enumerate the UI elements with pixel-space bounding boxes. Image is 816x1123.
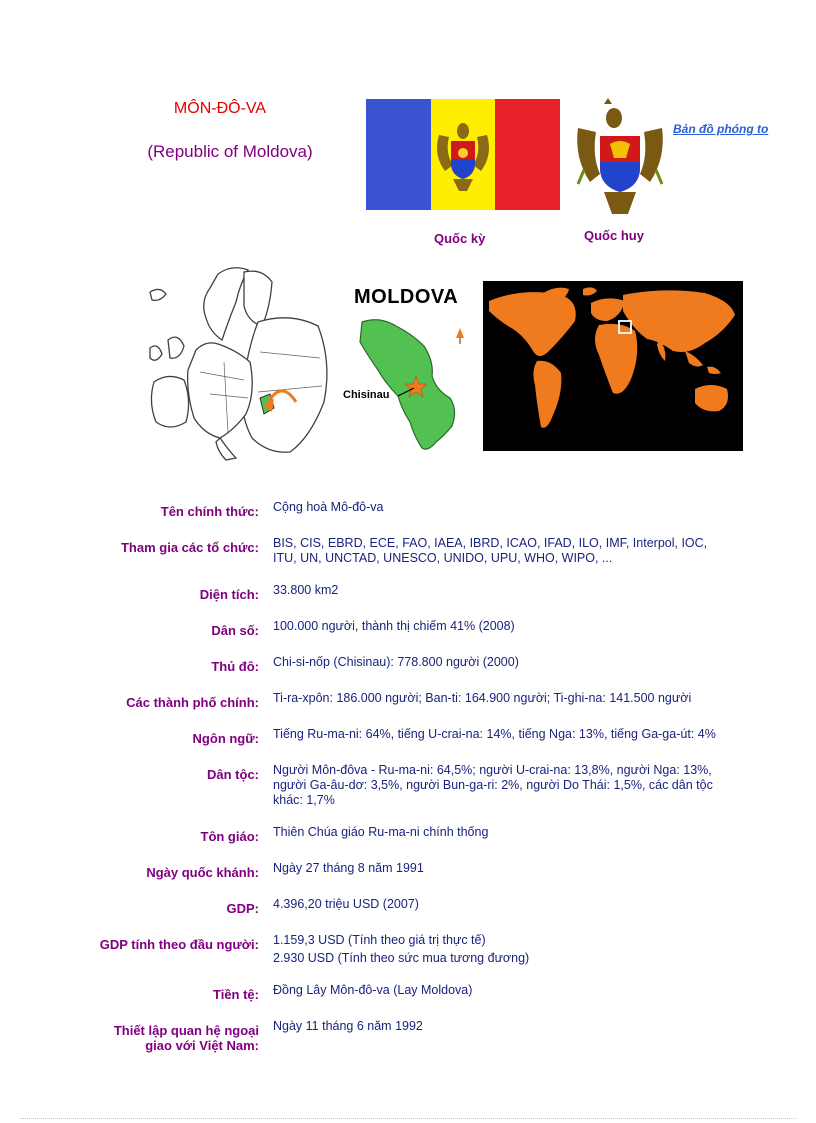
info-row [40,763,780,808]
info-value [273,861,780,876]
info-value [273,655,780,670]
info-value [273,897,780,912]
moldova-map [340,312,470,457]
info-label: Thủ đô: [211,659,259,674]
info-row [40,897,780,916]
info-value [273,691,780,706]
info-label: Tham gia các tổ chức: [120,540,259,555]
info-value [273,536,780,566]
info-value [273,825,780,840]
info-value [273,933,780,966]
info-label: Diện tích: [199,587,259,602]
info-value-line: Tiếng Ru-ma-ni: 64%, tiếng U-crai-na: 14%, tiếng Nga: 13%, tiếng Ga-ga-út: 4% [273,727,716,741]
info-row [40,825,780,844]
info-value [273,1019,780,1034]
moldova-map-title: MOLDOVA [354,286,459,308]
info-row [40,619,780,638]
country-name: MÔN-ĐÔ-VA [173,100,267,117]
flag-blue-stripe [366,99,431,210]
official-name-en: (Republic of Moldova) [147,142,313,161]
info-value-line: 2.930 USD (Tính theo sức mua tương đương) [273,951,530,965]
capital-label: Chisinau [343,389,390,401]
world-map-drawing [483,281,743,451]
info-label: Tiền tệ: [213,987,259,1002]
info-value-line: Đồng Lây Môn-đô-va (Lay Moldova) [273,983,473,997]
info-value-line: Chi-si-nốp (Chisinau): 778.800 người (2000) [273,655,519,669]
zoom-map-link[interactable]: Bản đồ phóng to [673,122,769,136]
info-row [40,691,780,710]
info-row [40,983,780,1002]
info-value-line: 33.800 km2 [273,583,339,597]
info-row [40,933,780,966]
flag-red-stripe [495,99,560,210]
info-label: Thiết lập quan hệ ngoại giao với Việt Nam: [113,1023,259,1053]
info-value [273,619,780,634]
info-row [40,500,780,519]
info-label: Ngôn ngữ: [192,731,259,746]
info-value-line: khác: 1,7% [273,793,335,807]
info-label: GDP: [226,901,259,916]
flag-caption: Quốc kỳ [434,231,486,246]
europe-map [140,262,340,462]
info-value [273,583,780,598]
flag-emblem-icon [431,115,495,195]
info-label: Dân tộc: [207,767,259,782]
info-value-line: 100.000 người, thành thị chiếm 41% (2008) [273,619,515,633]
bottom-divider [20,1118,796,1119]
info-label: GDP tính theo đầu người: [99,937,259,952]
info-value-line: ITU, UN, UNCTAD, UNESCO, UNIDO, UPU, WHO, WIPO, ... [273,551,613,565]
info-row [40,536,780,566]
info-value [273,500,780,515]
info-value-line: 4.396,20 triệu USD (2007) [273,897,419,911]
info-value-line: Cộng hoà Mô-đô-va [273,500,384,514]
info-value-line: Ngày 27 tháng 8 năm 1991 [273,861,424,875]
info-label: Các thành phố chính: [126,695,259,710]
info-table [40,500,780,1056]
national-flag [366,99,560,210]
world-map [483,281,743,451]
info-row [40,1019,780,1053]
emblem-caption: Quốc huy [584,228,644,243]
info-value [273,763,780,808]
info-value-line: người Ga-âu-dơ: 3,5%, người Bun-ga-ri: 2%, người Do Thái: 1,5%, các dân tộc [273,778,713,792]
info-value [273,727,780,742]
info-row [40,655,780,674]
info-row [40,583,780,602]
info-value-line: Ti-ra-xpôn: 186.000 người; Ban-ti: 164.900 người; Ti-ghi-na: 141.500 người [273,691,692,705]
info-row [40,861,780,880]
info-label: Ngày quốc khánh: [146,865,259,880]
info-value-line: Người Môn-đôva - Ru-ma-ni: 64,5%; người U-crai-na: 13,8%, người Nga: 13%, [273,763,712,777]
info-label: Tôn giáo: [200,829,259,844]
info-row [40,727,780,746]
coat-of-arms-icon [574,98,666,216]
flag-yellow-stripe [431,99,496,210]
info-label: Dân số: [211,623,259,638]
info-value-line: 1.159,3 USD (Tính theo giá trị thực tế) [273,933,486,947]
info-label: Tên chính thức: [160,504,259,519]
info-value [273,983,780,998]
info-value-line: BIS, CIS, EBRD, ECE, FAO, IAEA, IBRD, ICAO, IFAD, ILO, IMF, Interpol, IOC, [273,536,708,550]
info-value-line: Thiên Chúa giáo Ru-ma-ni chính thống [273,825,489,839]
info-value-line: Ngày 11 tháng 6 năm 1992 [273,1019,423,1033]
